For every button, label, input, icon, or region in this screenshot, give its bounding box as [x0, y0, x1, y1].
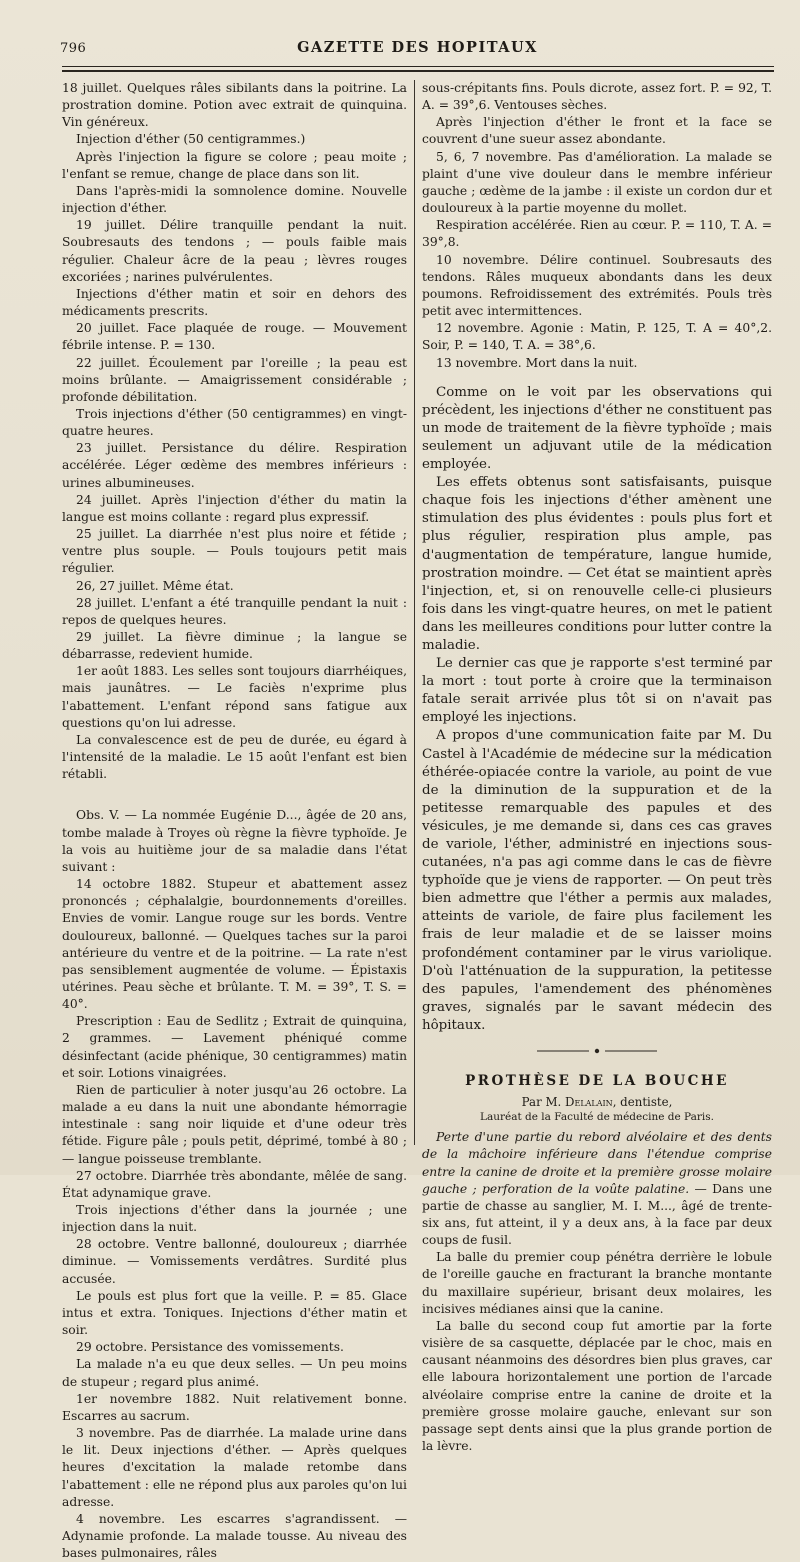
paragraph: 4 novembre. Les escarres s'agrandissent. — Adynamie profonde. La malade tousse. Au niveau des bases pulmonaires, râles	[62, 1511, 407, 1561]
page-number: 796	[60, 41, 87, 56]
prothese-intro-paragraph	[422, 1129, 772, 1249]
prothese-intro-rest: — Dans une partie de chasse au sanglier, M. I. M..., âgé de trente-six ans, fut atteint, il y a deux ans, à la face par deux coups de fusil.	[422, 1181, 772, 1248]
header-rule-thick	[62, 70, 774, 72]
page-header	[60, 38, 775, 62]
paragraph: Rien de particulier à noter jusqu'au 26 octobre. La malade a eu dans la nuit une abondante hémorragie intestinale : sang noir liquide et d'une odeur très fétide. Figure pâle ; pouls petit, déprimé, tombé à 80 ; — langue poisseuse tremblante.	[62, 1082, 407, 1166]
section-title: PROTHÈSE DE LA BOUCHE	[465, 1073, 729, 1090]
paragraph: 19 juillet. Délire tranquille pendant la nuit. Soubresauts des tendons ; — pouls faible mais régulier. Chaleur âcre de la peau ; lèvres rouges excoriées ; narines pulvérulentes.	[62, 218, 407, 284]
paragraph: Respiration accélérée. Rien au cœur. P. = 110, T. A. = 39°,8.	[422, 218, 772, 250]
paragraph: La malade n'a eu que deux selles. — Un peu moins de stupeur ; regard plus animé.	[62, 1357, 407, 1389]
author-prefix: Par M.	[521, 1095, 562, 1110]
right-column	[422, 80, 772, 1455]
paragraph: 5, 6, 7 novembre. Pas d'amélioration. La malade se plaint d'une vive douleur dans le membre inférieur gauche ; œdème de la jambe : il existe un cordon dur et douloureux à la partie moyenne du mollet.	[422, 149, 772, 216]
paragraph: sous-crépitants fins. Pouls dicrote, assez fort. P. = 92, T. A. = 39°,6. Ventouses sèches.	[422, 81, 772, 113]
paragraph: Trois injections d'éther dans la journée ; une injection dans la nuit.	[62, 1203, 407, 1235]
paragraph: 27 octobre. Diarrhée très abondante, mêlée de sang. État adynamique grave.	[62, 1168, 407, 1200]
paragraph: La balle du premier coup pénétra derrière le lobule de l'oreille gauche en fracturant la branche montante du maxillaire supérieur, brisant deux molaires, les incisives médianes ainsi que la canine.	[422, 1250, 772, 1316]
author-suffix: , dentiste,	[612, 1095, 673, 1110]
paragraph: 23 juillet. Persistance du délire. Respiration accélérée. Léger œdème des membres inférieurs : urines albumineuses.	[62, 441, 407, 490]
discussion-paragraph: Les effets obtenus sont satisfaisants, puisque chaque fois les injections d'éther amènent une stimulation des plus évidentes : pouls plus fort et plus régulier, respiration plus ample, pas d'augmentation de température, langue humide, prostration moindre. — Cet état se maintient après l'injection, et, si on renouvelle celle-ci plusieurs fois dans les vingt-quatre heures, on met le patient dans les meilleures conditions pour lutter contre la maladie.	[422, 475, 772, 653]
paragraph: 22 juillet. Écoulement par l'oreille ; la peau est moins brûlante. — Amaigrissement considérable ; profonde débilitation.	[62, 355, 407, 404]
paragraph: Prescription : Eau de Sedlitz ; Extrait de quinquina, 2 grammes. — Lavement phéniqué comme désinfectant (acide phénique, 30 centigrammes) matin et soir. Lotions vinaigrées.	[62, 1014, 407, 1080]
paragraph: Après l'injection d'éther le front et la face se couvrent d'une sueur assez abondante.	[422, 115, 772, 147]
paragraph: 13 novembre. Mort dans la nuit.	[436, 355, 638, 370]
paragraph: 24 juillet. Après l'injection d'éther du matin la langue est moins collante : regard plus expressif.	[62, 492, 407, 524]
discussion-paragraph: Le dernier cas que je rapporte s'est terminé par la mort : tout porte à croire que la terminaison fatale serait arrivée plus tôt si on n'avait pas employé les injections.	[422, 656, 772, 726]
left-column	[62, 80, 407, 1562]
journal-title: GAZETTE DES HOPITAUX	[297, 39, 538, 56]
column-divider	[414, 80, 415, 1145]
paragraph: 14 octobre 1882. Stupeur et abattement assez prononcés ; céphalalgie, bourdonnements d'oreilles. Envies de vomir. Langue rouge sur les bords. Ventre douloureux, ballonné. — Quelques taches sur la paroi antérieure du ventre et de la poitrine. — La rate n'est pas sensiblement augmentée de volume. — Épistaxis utérines. Peau sèche et brûlante. T. M. = 39°, T. S. = 40°.	[62, 877, 407, 1012]
prothese-intro-italic: Perte d'une partie du rebord alvéolaire et des dents de la mâchoire inférieure dans l'étendue comprise entre la canine de droite et la première grosse molaire gauche ; perforation de la voûte palatine.	[422, 1130, 772, 1196]
paragraph: 28 juillet. L'enfant a été tranquille pendant la nuit : repos de quelques heures.	[62, 595, 407, 627]
author-name: Delalain	[565, 1095, 613, 1110]
paragraph: 18 juillet. Quelques râles sibilants dans la poitrine. La prostration domine. Potion avec extrait de quinquina. Vin généreux.	[62, 81, 407, 130]
author-affiliation: Lauréat de la Faculté de médecine de Paris.	[479, 1111, 715, 1124]
paragraph: 10 novembre. Délire continuel. Soubresauts des tendons. Râles muqueux abondants dans les deux poumons. Refroidissement des extrémités. Pouls très petit avec intermittences.	[422, 252, 772, 319]
separator-ornament-icon	[537, 1047, 657, 1055]
author-line	[422, 1094, 772, 1110]
paragraph: Après l'injection la figure se colore ; peau moite ; l'enfant se remue, change de place dans son lit.	[62, 149, 407, 181]
paragraph: 20 juillet. Face plaquée de rouge. — Mouvement fébrile intense. P. = 130.	[62, 321, 407, 353]
paragraph: 29 octobre. Persistance des vomissements.	[76, 1340, 344, 1355]
paragraph: 12 novembre. Agonie : Matin, P. 125, T. A = 40°,2. Soir, P. = 140, T. A. = 38°,6.	[422, 321, 772, 353]
paragraph: 29 juillet. La fièvre diminue ; la langue se débarrasse, redevient humide.	[62, 630, 407, 662]
paragraph: 28 octobre. Ventre ballonné, douloureux ; diarrhée diminue. — Vomissements verdâtres. Surdité plus accusée.	[62, 1237, 407, 1286]
paragraph: La balle du second coup fut amortie par la forte visière de sa casquette, déplacée par le choc, mais en causant néanmoins des désordres bien plus graves, car elle laboura horizontalement une portion de l'arcade alvéolaire comprise entre la canine de droite et la première grosse molaire gauche, enlevant sur son passage sept dents ainsi que la plus grande portion de la lèvre.	[422, 1318, 772, 1453]
paragraph: 1er août 1883. Les selles sont toujours diarrhéiques, mais jaunâtres. — Le faciès n'exprime plus l'abattement. L'enfant répond sans fatigue aux questions qu'on lui adresse.	[62, 664, 407, 730]
paragraph: Le pouls est plus fort que la veille. P. = 85. Glace intus et extra. Toniques. Injections d'éther matin et soir.	[62, 1288, 407, 1338]
paragraph: 25 juillet. La diarrhée n'est plus noire et fétide ; ventre plus souple. — Pouls toujours petit mais régulier.	[62, 527, 407, 576]
paragraph: 3 novembre. Pas de diarrhée. La malade urine dans le lit. Deux injections d'éther. — Après quelques heures d'excitation la malade retombe dans l'abattement : elle ne répond plus aux paroles qu'on lui adresse.	[62, 1426, 407, 1509]
paragraph: 1er novembre 1882. Nuit relativement bonne. Escarres au sacrum.	[62, 1391, 407, 1423]
header-rule-thin	[62, 66, 774, 67]
paragraph: La convalescence est de peu de durée, eu égard à l'intensité de la maladie. Le 15 août l'enfant est bien rétabli.	[62, 732, 407, 782]
paragraph: 26, 27 juillet. Même état.	[76, 578, 234, 593]
discussion-paragraph: Comme on le voit par les observations qui précèdent, les injections d'éther ne constituent pas un mode de traitement de la fièvre typhoïde ; mais seulement un adjuvant utile de la médication employée.	[422, 384, 772, 473]
paragraph: Dans l'après-midi la somnolence domine. Nouvelle injection d'éther.	[62, 183, 407, 216]
section-separator	[422, 1047, 772, 1055]
discussion-paragraph: A propos d'une communication faite par M. Du Castel à l'Académie de médecine sur la médication éthérée-opiacée contre la variole, au point de vue de la diminution de la suppuration et de la petitesse remarquable des papules et des vésicules, je me demande si, dans ces cas graves de variole, l'éther, administré en injections sous-cutanées, n'a pas agi comme dans le cas de fièvre typhoïde que je viens de rapporter. — On peut très bien admettre que l'éther a permis aux malades, atteints de variole, de faire plus facilement les frais de leur maladie et de se laisser moins profondément contaminer par le virus variolique. D'où l'atténuation de la suppuration, la petitesse des papules, l'amendement des phénomènes graves, signalés par le savant médecin des hôpitaux.	[422, 728, 772, 1033]
paragraph: Injections d'éther matin et soir en dehors des médicaments prescrits.	[62, 286, 407, 319]
observation-heading-paragraph: Obs. V. — La nommée Eugénie D..., âgée de 20 ans, tombe malade à Troyes où règne la fièvre typhoïde. Je la vois au huitième jour de sa maladie dans l'état suivant :	[62, 808, 407, 874]
paragraph: Injection d'éther (50 centigrammes.)	[76, 132, 306, 147]
paragraph: Trois injections d'éther (50 centigrammes) en vingt-quatre heures.	[62, 406, 407, 439]
